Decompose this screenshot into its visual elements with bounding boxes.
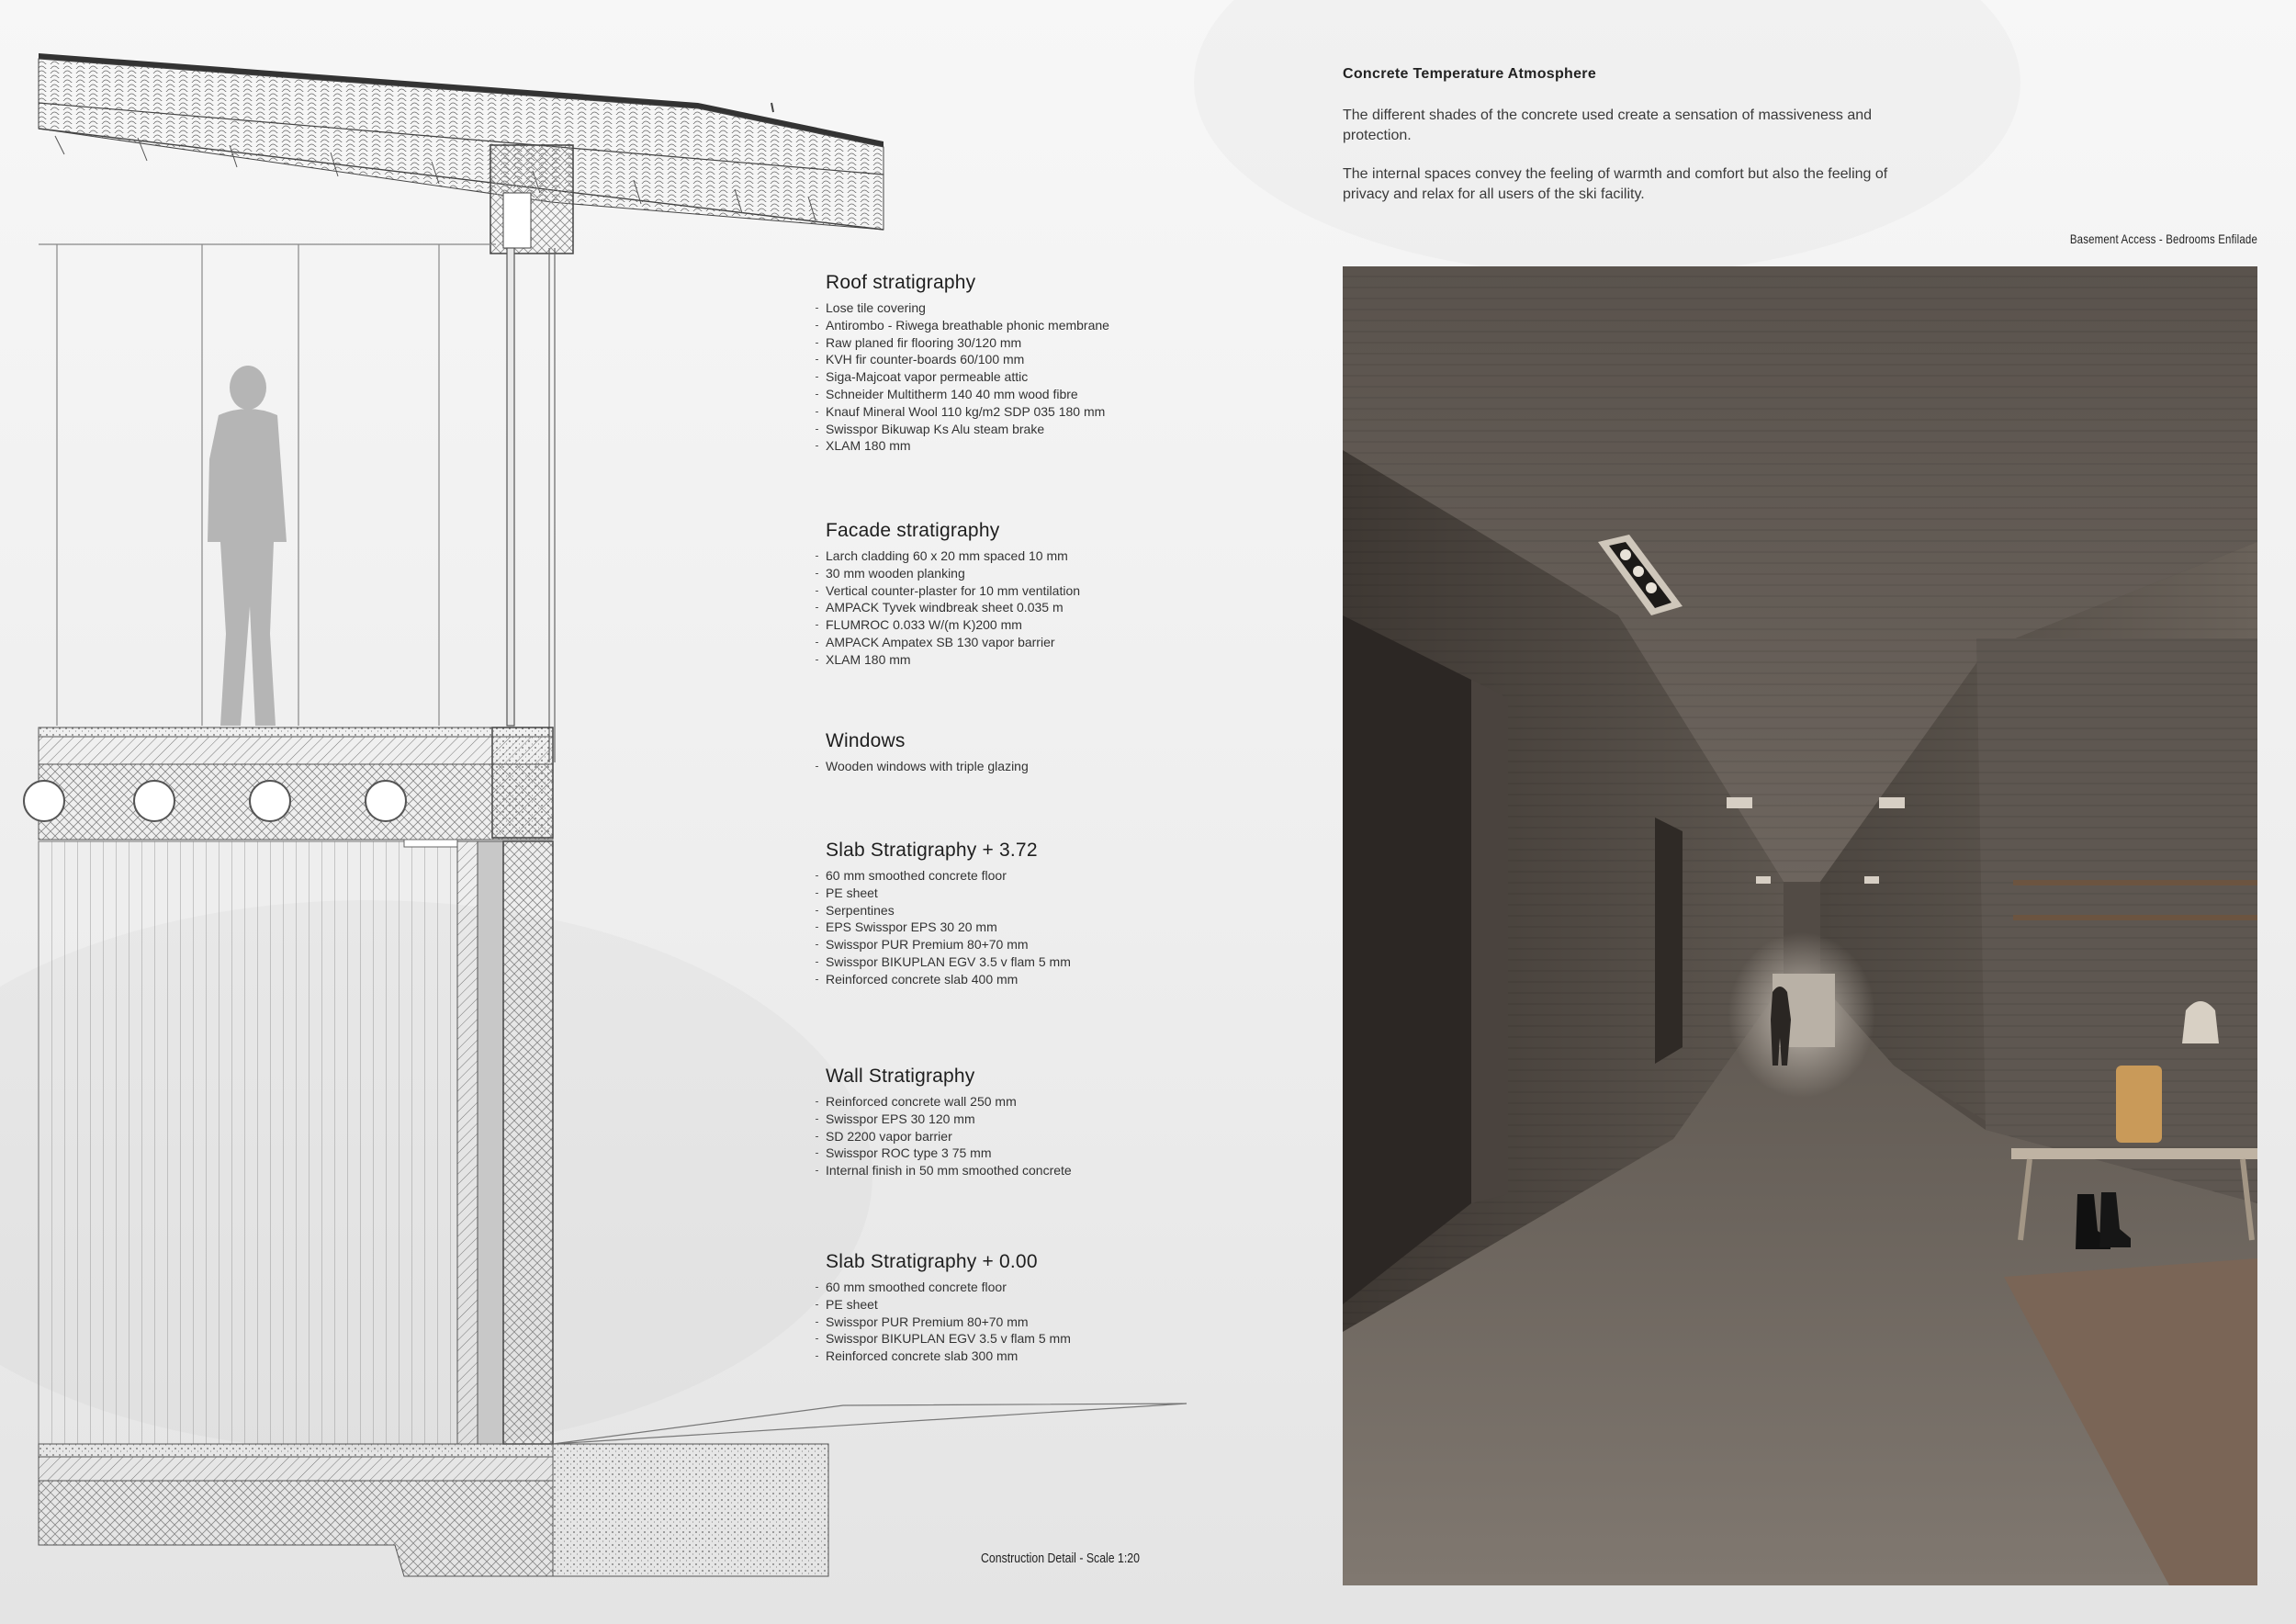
ceiling-light [1879,797,1905,808]
ceiling-light [1727,797,1752,808]
roof-section [39,53,884,254]
slab-000-stratigraphy [816,1251,1293,1365]
list-item: Larch cladding 60 x 20 mm spaced 10 mm [816,547,1293,565]
facade-stratigraphy-list [816,547,1293,669]
windows-title: Windows [826,730,906,751]
list-item: Swisspor BIKUPLAN EGV 3.5 v flam 5 mm [816,953,1293,971]
slab-372-title: Slab Stratigraphy + 3.72 [826,840,1038,861]
atmosphere-heading: Concrete Temperature Atmosphere [1343,66,1597,82]
backpack [2116,1066,2162,1143]
windows-list [816,758,1293,775]
list-item: Knauf Mineral Wool 110 kg/m2 SDP 035 180 mm [816,403,1293,421]
list-item: Swisspor PUR Premium 80+70 mm [816,936,1293,953]
roof-stratigraphy-title: Roof stratigraphy [826,272,976,293]
detail-caption: Construction Detail - Scale 1:20 [981,1551,1140,1566]
ceiling-light [1756,876,1771,884]
list-item: SD 2200 vapor barrier [816,1128,1293,1145]
wall-section [39,840,553,1444]
roof-stratigraphy-list [816,299,1293,455]
atmosphere-paragraph-1: The different shades of the concrete used create a sensation of massiveness and protection. [1343,107,1873,143]
list-item: Raw planed fir flooring 30/120 mm [816,334,1293,352]
upper-slab [24,727,553,840]
bench [2011,1148,2257,1159]
wall-stratigraphy-list [816,1093,1293,1179]
slab-372-list [816,867,1293,988]
ceiling-light [1864,876,1879,884]
list-item: PE sheet [816,885,1293,902]
list-item: Vertical counter-plaster for 10 mm ventilation [816,582,1293,600]
list-item: AMPACK Tyvek windbreak sheet 0.035 m [816,599,1293,616]
list-item: Reinforced concrete wall 250 mm [816,1093,1293,1111]
list-item: Reinforced concrete slab 400 mm [816,971,1293,988]
list-item: PE sheet [816,1296,1293,1314]
list-item: Wooden windows with triple glazing [816,758,1293,775]
slab-000-list [816,1279,1293,1365]
list-item: Swisspor EPS 30 120 mm [816,1111,1293,1128]
list-item: Schneider Multitherm 140 40 mm wood fibre [816,386,1293,403]
glazing-frame [39,244,555,762]
list-item: XLAM 180 mm [816,437,1293,455]
list-item: Internal finish in 50 mm smoothed concrete [816,1162,1293,1179]
photo-caption: Basement Access - Bedrooms Enfilade [2069,231,2257,246]
corridor-rendering [1343,266,2257,1585]
list-item: 60 mm smoothed concrete floor [816,867,1293,885]
facade-stratigraphy [816,520,1293,669]
list-item: KVH fir counter-boards 60/100 mm [816,351,1293,368]
list-item: Swisspor BIKUPLAN EGV 3.5 v flam 5 mm [816,1330,1293,1348]
list-item: Serpentines [816,902,1293,919]
list-item: EPS Swisspor EPS 30 20 mm [816,919,1293,936]
list-item: Siga-Majcoat vapor permeable attic [816,368,1293,386]
list-item: Swisspor ROC type 3 75 mm [816,1145,1293,1162]
list-item: 60 mm smoothed concrete floor [816,1279,1293,1296]
list-item: XLAM 180 mm [816,651,1293,669]
wall-stratigraphy [816,1066,1293,1179]
atmosphere-paragraph-2: The internal spaces convey the feeling of warmth and comfort but also the feeling of privacy and relax for all users of the ski facility. [1343,166,1888,202]
wall-stratigraphy-title: Wall Stratigraphy [826,1066,975,1087]
facade-stratigraphy-title: Facade stratigraphy [826,520,1000,541]
list-item: Antirombo - Riwega breathable phonic membrane [816,317,1293,334]
list-item: FLUMROC 0.033 W/(m K)200 mm [816,616,1293,634]
list-item: 30 mm wooden planking [816,565,1293,582]
windows-stratigraphy [816,730,1293,775]
human-silhouette [208,366,287,726]
slab-000-title: Slab Stratigraphy + 0.00 [826,1251,1038,1272]
list-item: Swisspor Bikuwap Ks Alu steam brake [816,421,1293,438]
list-item: Swisspor PUR Premium 80+70 mm [816,1314,1293,1331]
list-item: Lose tile covering [816,299,1293,317]
list-item: AMPACK Ampatex SB 130 vapor barrier [816,634,1293,651]
roof-stratigraphy [816,272,1293,455]
coat-rail [2013,880,2257,885]
slab-372-stratigraphy [816,840,1293,988]
list-item: Reinforced concrete slab 300 mm [816,1348,1293,1365]
